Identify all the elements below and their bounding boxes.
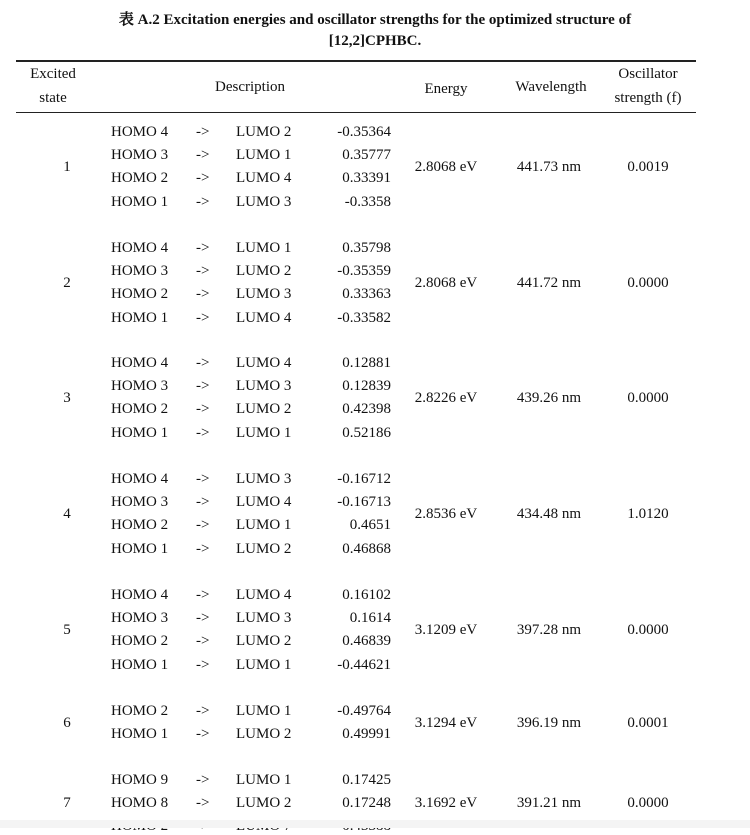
transition-coefficient: 0.49991	[342, 726, 391, 742]
transition-arrow: ->	[196, 124, 210, 140]
table-caption-line2: [12,2]CPHBC.	[328, 33, 422, 49]
transition-arrow: ->	[196, 726, 210, 742]
transition-coefficient: 0.33391	[342, 170, 391, 186]
transition-from: HOMO 4	[111, 471, 169, 487]
energy-value: 2.8536 eV	[414, 506, 478, 522]
transition-to: LUMO 2	[236, 726, 292, 742]
transition-coefficient: -0.35359	[337, 263, 391, 279]
transition-to: LUMO 4	[236, 587, 292, 603]
transition-coefficient: 0.12839	[342, 378, 391, 394]
excited-state-number: 4	[63, 506, 71, 522]
transition-coefficient: -0.35364	[337, 124, 391, 140]
header-osc-line1: Oscillator	[618, 66, 678, 82]
oscillator-value: 1.0120	[627, 506, 669, 522]
wavelength-value: 439.26 nm	[516, 390, 582, 406]
transition-coefficient: -0.3358	[344, 194, 391, 210]
transition-from: HOMO 3	[111, 263, 169, 279]
excited-state-number: 3	[63, 390, 71, 406]
transition-to: LUMO 2	[236, 401, 292, 417]
transition-arrow: ->	[196, 494, 210, 510]
transition-from: HOMO 1	[111, 194, 169, 210]
header-excited-line1: Excited	[30, 66, 76, 82]
transition-coefficient: 0.4651	[349, 517, 391, 533]
transition-arrow: ->	[196, 310, 210, 326]
transition-from: HOMO 2	[111, 401, 169, 417]
oscillator-value: 0.0019	[627, 159, 669, 175]
top-rule	[16, 60, 696, 62]
transition-from: HOMO 1	[111, 657, 169, 673]
wavelength-value: 434.48 nm	[516, 506, 582, 522]
excited-state-number: 6	[63, 715, 71, 731]
transition-arrow: ->	[196, 263, 210, 279]
header-osc-line2: strength (f)	[614, 90, 682, 106]
transition-arrow: ->	[196, 587, 210, 603]
transition-arrow: ->	[196, 541, 210, 557]
transition-to: LUMO 1	[236, 240, 292, 256]
transition-arrow: ->	[196, 240, 210, 256]
transition-arrow: ->	[196, 355, 210, 371]
transition-from: HOMO 4	[111, 124, 169, 140]
transition-to: LUMO 4	[236, 310, 292, 326]
transition-arrow: ->	[196, 147, 210, 163]
transition-from: HOMO 4	[111, 240, 169, 256]
transition-coefficient: 0.17248	[342, 795, 391, 811]
header-description: Description	[215, 79, 285, 95]
transition-to: LUMO 2	[236, 124, 292, 140]
transition-coefficient: 0.46868	[342, 541, 391, 557]
transition-from: HOMO 8	[111, 795, 169, 811]
transition-from: HOMO 9	[111, 772, 169, 788]
transition-coefficient: 0.42398	[342, 401, 391, 417]
header-energy: Energy	[424, 81, 468, 97]
transition-to: LUMO 4	[236, 494, 292, 510]
transition-to: LUMO 3	[236, 610, 292, 626]
transition-arrow: ->	[196, 378, 210, 394]
transition-coefficient: -0.33582	[337, 310, 391, 326]
transition-to: LUMO 3	[236, 378, 292, 394]
oscillator-value: 0.0000	[627, 390, 669, 406]
transition-coefficient: 0.35777	[342, 147, 391, 163]
transition-arrow: ->	[196, 517, 210, 533]
transition-arrow: ->	[196, 170, 210, 186]
transition-arrow: ->	[196, 194, 210, 210]
transition-to: LUMO 1	[236, 703, 292, 719]
transition-arrow: ->	[196, 795, 210, 811]
transition-arrow: ->	[196, 610, 210, 626]
transition-from: HOMO 3	[111, 494, 169, 510]
transition-arrow: ->	[196, 772, 210, 788]
transition-to: LUMO 2	[236, 795, 292, 811]
transition-from: HOMO 2	[111, 517, 169, 533]
transition-to: LUMO 3	[236, 286, 292, 302]
transition-from: HOMO 1	[111, 425, 169, 441]
wavelength-value: 441.73 nm	[516, 159, 582, 175]
transition-from: HOMO 3	[111, 610, 169, 626]
wavelength-value: 441.72 nm	[516, 275, 582, 291]
transition-from: HOMO 3	[111, 378, 169, 394]
wavelength-value: 396.19 nm	[516, 715, 582, 731]
transition-coefficient: 0.46839	[342, 633, 391, 649]
transition-coefficient: 0.16102	[342, 587, 391, 603]
transition-coefficient: 0.1614	[349, 610, 391, 626]
transition-coefficient: 0.12881	[342, 355, 391, 371]
transition-from: HOMO 2	[111, 170, 169, 186]
transition-from: HOMO 1	[111, 726, 169, 742]
transition-coefficient: 0.33363	[342, 286, 391, 302]
transition-arrow: ->	[196, 286, 210, 302]
header-excited-state	[18, 62, 88, 110]
transition-to: LUMO 4	[236, 355, 292, 371]
transition-from: HOMO 2	[111, 703, 169, 719]
transition-from: HOMO 1	[111, 310, 169, 326]
transition-from: HOMO 2	[111, 633, 169, 649]
transition-arrow: ->	[196, 703, 210, 719]
transition-coefficient: 0.52186	[342, 425, 391, 441]
energy-value: 2.8068 eV	[414, 159, 478, 175]
transition-coefficient: -0.49764	[337, 703, 391, 719]
transition-to: LUMO 1	[236, 772, 292, 788]
energy-value: 3.1294 eV	[414, 715, 478, 731]
wavelength-value: 397.28 nm	[516, 622, 582, 638]
energy-value: 2.8226 eV	[414, 390, 478, 406]
transition-arrow: ->	[196, 401, 210, 417]
transition-to: LUMO 4	[236, 170, 292, 186]
transition-to: LUMO 1	[236, 147, 292, 163]
oscillator-value: 0.0000	[627, 275, 669, 291]
transition-to: LUMO 1	[236, 657, 292, 673]
transition-to: LUMO 2	[236, 263, 292, 279]
transition-arrow: ->	[196, 471, 210, 487]
oscillator-value: 0.0000	[627, 622, 669, 638]
page-bottom-edge	[0, 820, 750, 828]
transition-coefficient: -0.16712	[337, 471, 391, 487]
transition-to: LUMO 2	[236, 541, 292, 557]
transition-to: LUMO 3	[236, 471, 292, 487]
oscillator-value: 0.0000	[627, 795, 669, 811]
excited-state-number: 2	[63, 275, 71, 291]
transition-coefficient: 0.17425	[342, 772, 391, 788]
transition-to: LUMO 1	[236, 425, 292, 441]
transition-from: HOMO 2	[111, 286, 169, 302]
transition-arrow: ->	[196, 633, 210, 649]
header-rule	[16, 112, 696, 113]
oscillator-value: 0.0001	[627, 715, 669, 731]
energy-value: 3.1209 eV	[414, 622, 478, 638]
energy-value: 3.1692 eV	[414, 795, 478, 811]
transition-to: LUMO 2	[236, 633, 292, 649]
transition-coefficient: -0.44621	[337, 657, 391, 673]
transition-arrow: ->	[196, 425, 210, 441]
transition-coefficient: 0.35798	[342, 240, 391, 256]
transition-from: HOMO 4	[111, 355, 169, 371]
transition-coefficient: -0.16713	[337, 494, 391, 510]
transition-from: HOMO 1	[111, 541, 169, 557]
transition-from: HOMO 4	[111, 587, 169, 603]
header-excited-line2: state	[39, 90, 67, 106]
excited-state-number: 1	[63, 159, 71, 175]
excited-state-number: 5	[63, 622, 71, 638]
transition-to: LUMO 3	[236, 194, 292, 210]
header-wavelength: Wavelength	[515, 79, 587, 95]
header-oscillator-strength	[600, 62, 696, 110]
energy-value: 2.8068 eV	[414, 275, 478, 291]
transition-to: LUMO 1	[236, 517, 292, 533]
wavelength-value: 391.21 nm	[516, 795, 582, 811]
excited-state-number: 7	[63, 795, 71, 811]
transition-from: HOMO 3	[111, 147, 169, 163]
transition-arrow: ->	[196, 657, 210, 673]
table-caption-line1: 表 A.2 Excitation energies and oscillator strengths for the optimized structure of	[118, 12, 632, 28]
